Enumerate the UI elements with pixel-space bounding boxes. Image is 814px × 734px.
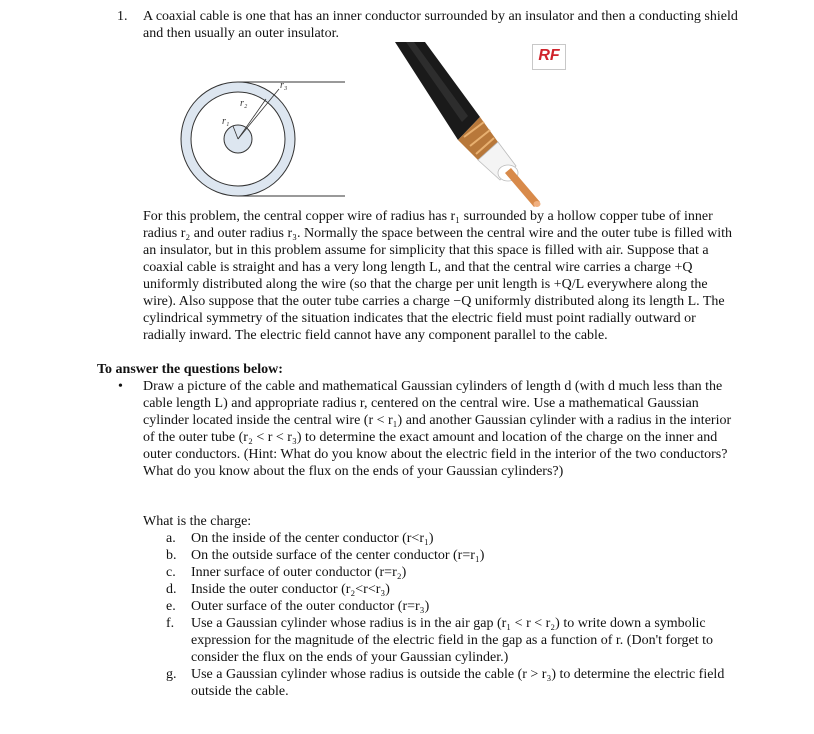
problem-paragraph: For this problem, the central copper wire of radius has r₁ surrounded by a hollow copper tube of inner radius r₂ and outer radius r₃. Normally the space between the central wire and the outer tube is filled with an insulator, but in this problem assume for simplicity that this space is filled with air. Suppose that a coaxial cable is straight and has a very long length L, and that the central wire carries a charge +Q uniformly distributed along the wire (so that the charge per unit length is +Q/L everywhere along the wire). Also suppose that the outer tube carries a charge −Q uniformly distributed along its length L. The cylindrical symmetry of the situation indicates that the electric field must point radially outward or radially inward. The electric field cannot have any component parallel to the cable. xyxy=(143,209,733,343)
label-r1: r₁ xyxy=(222,116,230,127)
question-item xyxy=(166,666,726,700)
question-text: Outer surface of the outer conductor (r=r₃) xyxy=(191,599,430,614)
label-r2: r₂ xyxy=(240,98,248,109)
coax-cable-photo xyxy=(380,42,570,210)
problem-number: 1. xyxy=(117,9,128,24)
question-item xyxy=(166,547,726,564)
question-label: d. xyxy=(166,582,177,597)
question-text: On the outside surface of the center conductor (r=r₁) xyxy=(191,548,485,563)
question-label: e. xyxy=(166,599,176,614)
question-text: Use a Gaussian cylinder whose radius is outside the cable (r > r₃) to determine the electric field outside the cable. xyxy=(191,667,725,699)
question-item xyxy=(166,530,726,547)
instructions-heading: To answer the questions below: xyxy=(97,362,283,377)
coax-diagram-svg xyxy=(180,72,350,207)
question-item xyxy=(166,581,726,598)
question-text: Inner surface of outer conductor (r=r₂) xyxy=(191,565,407,580)
question-label: b. xyxy=(166,548,177,563)
question-text: Inside the outer conductor (r₂<r<r₃) xyxy=(191,582,390,597)
cable-jacket xyxy=(395,42,480,140)
question-item xyxy=(166,564,726,581)
label-r3: r₃ xyxy=(280,80,288,91)
coax-cross-section-diagram xyxy=(180,72,350,207)
intro-text: A coaxial cable is one that has an inner conductor surrounded by an insulator and then a conducting shield and then usually an outer insulator. xyxy=(143,9,738,41)
instructions-bullet: Draw a picture of the cable and mathematical Gaussian cylinders of length d (with d much less than the cable length L) and appropriate radius r, centered on the central wire. Use a mathematical Gaussian cylinder located inside the central wire (r < r₁) and another Gaussian cylinder with a radius in the interior of the outer tube (r₂ < r < r₃) to determine the exact amount and location of the charge on the inner and outer conductors. (Hint: What do you know about the electric field in the interior of the two conductors? What do you know about the flux on the ends of your Gaussian cylinders?) xyxy=(143,379,732,479)
question-item xyxy=(166,598,726,615)
question-label: a. xyxy=(166,531,176,546)
question-label: g. xyxy=(166,667,177,682)
question-label: f. xyxy=(166,616,175,631)
question-item xyxy=(166,615,726,666)
copper-core xyxy=(505,168,540,207)
questions-heading: What is the charge: xyxy=(143,514,252,529)
question-text: On the inside of the center conductor (r<r₁) xyxy=(191,531,434,546)
bullet-symbol: • xyxy=(118,379,123,394)
rf-logo: RF xyxy=(532,44,566,70)
question-label: c. xyxy=(166,565,176,580)
question-list xyxy=(166,530,726,700)
question-text: Use a Gaussian cylinder whose radius is in the air gap (r₁ < r < r₂) to write down a symbolic expression for the magnitude of the electric field in the gap as a function of r. (Don't forget to consider the flux on the ends of your Gaussian cylinder.) xyxy=(191,616,714,665)
